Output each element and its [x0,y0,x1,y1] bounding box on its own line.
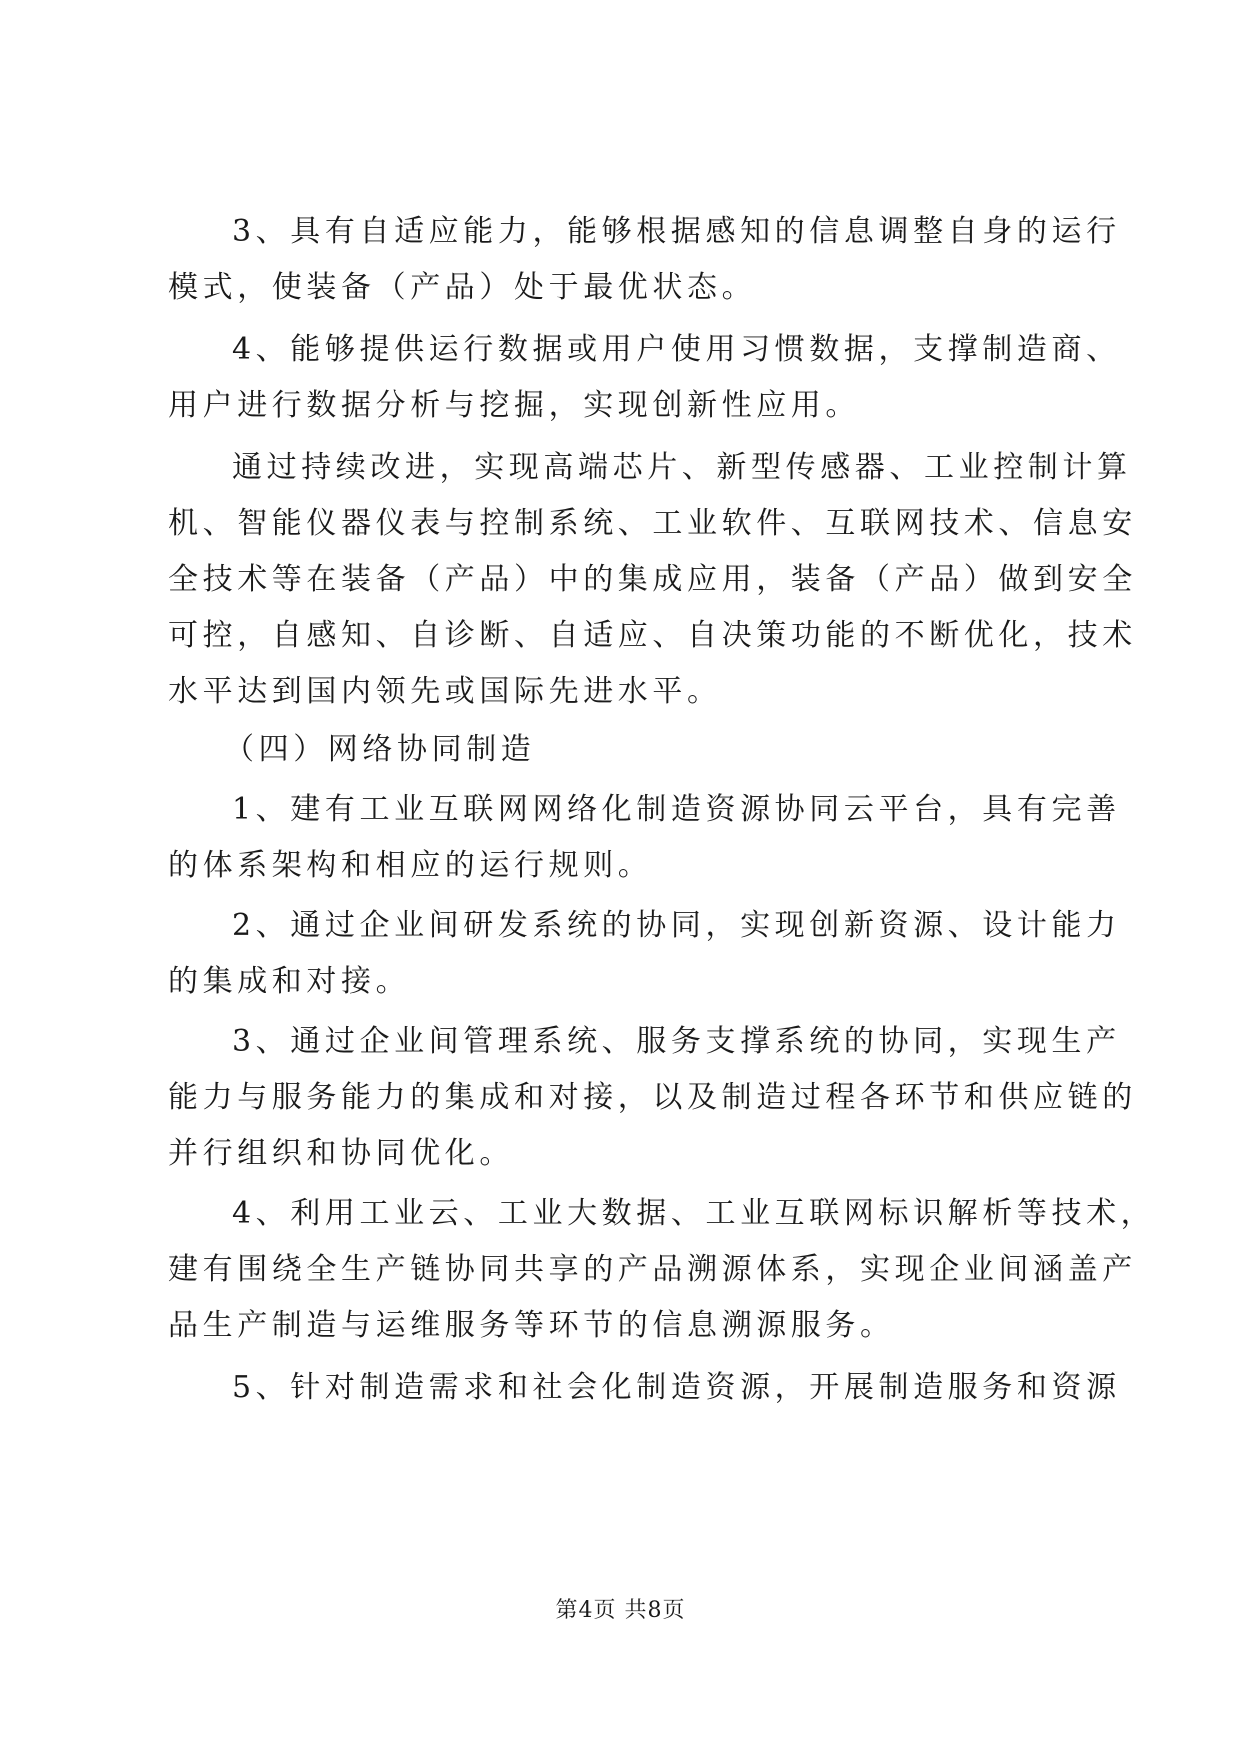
paragraph-line: 2、通过企业间研发系统的协同，实现创新资源、设计能力 [232,908,1121,943]
paragraph-line: 机、智能仪器仪表与控制系统、工业软件、互联网技术、信息安 [168,506,1137,541]
paragraph-line: 通过持续改进，实现高端芯片、新型传感器、工业控制计算 [232,450,1132,485]
paragraph-line: 并行组织和协同优化。 [168,1136,514,1171]
paragraph-line: 全技术等在装备（产品）中的集成应用，装备（产品）做到安全 [168,562,1137,597]
paragraph-line: 的集成和对接。 [168,964,411,999]
paragraph-line: 3、通过企业间管理系统、服务支撑系统的协同，实现生产 [232,1024,1121,1059]
section-heading: （四）网络协同制造 [224,732,536,767]
paragraph-line: 1、建有工业互联网网络化制造资源协同云平台，具有完善 [232,792,1121,827]
paragraph-line: 水平达到国内领先或国际先进水平。 [168,674,722,709]
paragraph-line: 的体系架构和相应的运行规则。 [168,848,653,883]
paragraph-line: 品生产制造与运维服务等环节的信息溯源服务。 [168,1308,895,1343]
paragraph-line: 3、具有自适应能力，能够根据感知的信息调整自身的运行 [232,214,1121,249]
paragraph-line: 4、利用工业云、工业大数据、工业互联网标识解析等技术， [232,1196,1156,1231]
paragraph-line: 模式，使装备（产品）处于最优状态。 [168,270,757,305]
paragraph-line: 能力与服务能力的集成和对接，以及制造过程各环节和供应链的 [168,1080,1137,1115]
paragraph-line: 可控，自感知、自诊断、自适应、自决策功能的不断优化，技术 [168,618,1137,653]
paragraph-line: 4、能够提供运行数据或用户使用习惯数据，支撑制造商、 [232,332,1121,367]
paragraph-line: 用户进行数据分析与挖掘，实现创新性应用。 [168,388,860,423]
paragraph-line: 建有围绕全生产链协同共享的产品溯源体系，实现企业间涵盖产 [168,1252,1137,1287]
page-number-footer: 第4页 共8页 [555,1598,686,1623]
paragraph-line: 5、针对制造需求和社会化制造资源，开展制造服务和资源 [232,1370,1121,1405]
